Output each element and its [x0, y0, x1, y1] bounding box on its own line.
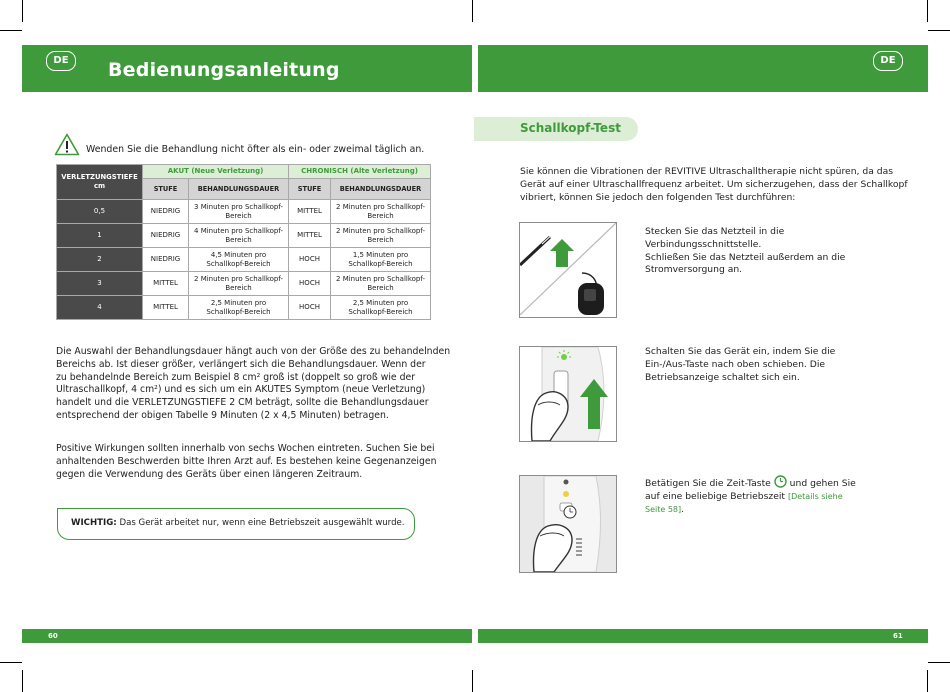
stufe-header: STUFE [143, 179, 189, 200]
crop-mark [22, 670, 23, 692]
crop-mark [472, 670, 473, 692]
step1-text [645, 226, 845, 277]
chronic-level-cell: HOCH [289, 296, 331, 320]
chronic-duration-cell: 2 Minuten pro Schallkopf-Bereich [331, 272, 431, 296]
chronic-level-cell: MITTEL [289, 200, 331, 224]
table-row [57, 200, 431, 224]
crop-mark [22, 0, 23, 22]
clock-icon [774, 475, 787, 488]
acute-duration-cell: 4,5 Minuten pro Schallkopf-Bereich [189, 248, 289, 272]
text-line: Bereichs ab. Ist dieser größer, verlängert sich die Behandlungsdauer. Wenn der [56, 358, 426, 370]
header-bar-right [478, 45, 928, 92]
page-number-left: 60 [48, 632, 58, 640]
crop-mark [928, 30, 950, 31]
page-number-right: 61 [893, 632, 903, 640]
acute-level-cell: MITTEL [143, 296, 189, 320]
depth-cell: 2 [57, 248, 143, 272]
power-adapter-icon [520, 223, 616, 317]
section-header [474, 117, 638, 141]
table-row [57, 224, 431, 248]
step3-text-part: auf eine beliebige Betriebszeit [645, 490, 788, 502]
acute-level-cell: MITTEL [143, 272, 189, 296]
step3-text [645, 475, 856, 516]
power-switch-illustration [519, 346, 617, 442]
depth-cell: 4 [57, 296, 143, 320]
chronic-header: CHRONISCH (Alte Verletzung) [289, 165, 431, 179]
crop-mark [927, 0, 928, 22]
table-row [57, 248, 431, 272]
depth-header: VERLETZUNGSTIEFE cm [57, 165, 143, 200]
text-line: Sie können die Vibrationen der REVITIVE Ultraschalltherapie nicht spüren, da das [520, 166, 893, 177]
important-note [57, 508, 415, 540]
dauer-header: BEHANDLUNGSDAUER [331, 179, 431, 200]
timer-button-illustration [519, 475, 617, 573]
table-row [57, 272, 431, 296]
footer-bar-right [478, 629, 928, 643]
step3-text-part: . [681, 503, 685, 515]
text-line: Stromversorgung an. [645, 264, 743, 276]
chronic-level-cell: HOCH [289, 272, 331, 296]
chronic-duration-cell: 2,5 Minuten pro Schallkopf-Bereich [331, 296, 431, 320]
text-line [645, 475, 856, 491]
acute-level-cell: NIEDRIG [143, 200, 189, 224]
text-line: zu behandelnde Bereich zum Beispiel 8 cm² groß ist (doppelt so groß wie der [56, 371, 416, 383]
depth-cell: 0,5 [57, 200, 143, 224]
details-link[interactable]: [Details siehe [787, 491, 843, 501]
text-line: Stecken Sie das Netzteil in die [645, 226, 785, 237]
step2-text [645, 346, 835, 384]
crop-mark [0, 662, 22, 663]
text-line: Positive Wirkungen sollten innerhalb von sechs Wochen eintreten. Suchen Sie bei [56, 443, 435, 454]
chronic-level-cell: HOCH [289, 248, 331, 272]
crop-mark [928, 662, 950, 663]
acute-duration-cell: 3 Minuten pro Schallkopf-Bereich [189, 200, 289, 224]
crop-mark [0, 30, 22, 31]
stufe-header: STUFE [289, 179, 331, 200]
text-line: Gerät auf einer Ultraschallfrequenz arbeitet. Um sicherzugehen, dass der Schallkopf [520, 178, 908, 190]
text-line: Schließen Sie das Netzteil außerdem an die [645, 251, 846, 263]
note-text: Das Gerät arbeitet nur, wenn eine Betriebszeit ausgewählt wurde. [116, 518, 405, 528]
chronic-duration-cell: 2 Minuten pro Schallkopf-Bereich [331, 224, 431, 248]
text-line: gegen die Verwendung des Geräts über einen längeren Zeitraum. [56, 468, 363, 480]
text-line: Die Auswahl der Behandlungsdauer hängt auch von der Größe des zu behandelnden [56, 346, 451, 357]
text-line: handelt und die VERLETZUNGSTIEFE 2 CM beträgt, sollte die Behandlungsdauer [56, 397, 429, 409]
power-switch-icon [520, 347, 616, 441]
text-line: Ultraschallkopf, 4 cm²) und es sich um ein AKUTES Symptom (neue Verletzung) [56, 384, 426, 396]
acute-header: AKUT (Neue Verletzung) [143, 165, 289, 179]
text-line: Verbindungsschnittstelle. [645, 238, 762, 250]
treatment-table [56, 164, 431, 320]
crop-mark [927, 670, 928, 692]
details-link-page[interactable]: Seite 58] [645, 504, 682, 514]
step3-text-part: und gehen Sie [786, 478, 856, 489]
section-title: Schallkopf-Test [520, 121, 621, 135]
timer-button-icon [520, 476, 616, 572]
text-line: Betriebsanzeige schaltet sich ein. [645, 371, 800, 383]
acute-duration-cell: 2 Minuten pro Schallkopf-Bereich [189, 272, 289, 296]
crop-mark [472, 0, 473, 22]
depth-cell: 1 [57, 224, 143, 248]
text-line: vibriert, können Sie jedoch den folgenden Test durchführen: [520, 191, 796, 203]
footer-bar-left [22, 629, 472, 643]
chronic-duration-cell: 1,5 Minuten pro Schallkopf-Bereich [331, 248, 431, 272]
text-line [645, 491, 856, 504]
warning-text: Wenden Sie die Behandlung nicht öfter als ein- oder zweimal täglich an. [86, 144, 425, 155]
warning-icon [54, 133, 80, 156]
acute-duration-cell: 4 Minuten pro Schallkopf-Bereich [189, 224, 289, 248]
intro-paragraph [520, 166, 908, 204]
dauer-header: BEHANDLUNGSDAUER [189, 179, 289, 200]
power-adapter-illustration [519, 222, 617, 318]
text-line: Schalten Sie das Gerät ein, indem Sie die [645, 346, 836, 357]
text-line [645, 504, 856, 517]
chronic-level-cell: MITTEL [289, 224, 331, 248]
depth-cell: 3 [57, 272, 143, 296]
note-label: WICHTIG: [71, 518, 117, 528]
duration-paragraph [56, 346, 450, 423]
text-line: anhaltenden Beschwerden bitte Ihren Arzt auf. Es bestehen keine Gegenanzeigen [56, 455, 437, 467]
text-line: entsprechend der obigen Tabelle 9 Minuten (2 x 4,5 Minuten) betragen. [56, 409, 389, 421]
acute-level-cell: NIEDRIG [143, 224, 189, 248]
chronic-duration-cell: 2 Minuten pro Schallkopf-Bereich [331, 200, 431, 224]
acute-duration-cell: 2,5 Minuten pro Schallkopf-Bereich [189, 296, 289, 320]
page-title: Bedienungsanleitung [108, 59, 340, 81]
language-badge-right: DE [873, 51, 903, 71]
acute-level-cell: NIEDRIG [143, 248, 189, 272]
language-badge-left: DE [46, 51, 76, 71]
text-line: Ein-/Aus-Taste nach oben schieben. Die [645, 358, 826, 370]
effects-paragraph [56, 443, 437, 481]
table-row [57, 296, 431, 320]
step3-text-part: Betätigen Sie die Zeit-Taste [645, 478, 774, 489]
